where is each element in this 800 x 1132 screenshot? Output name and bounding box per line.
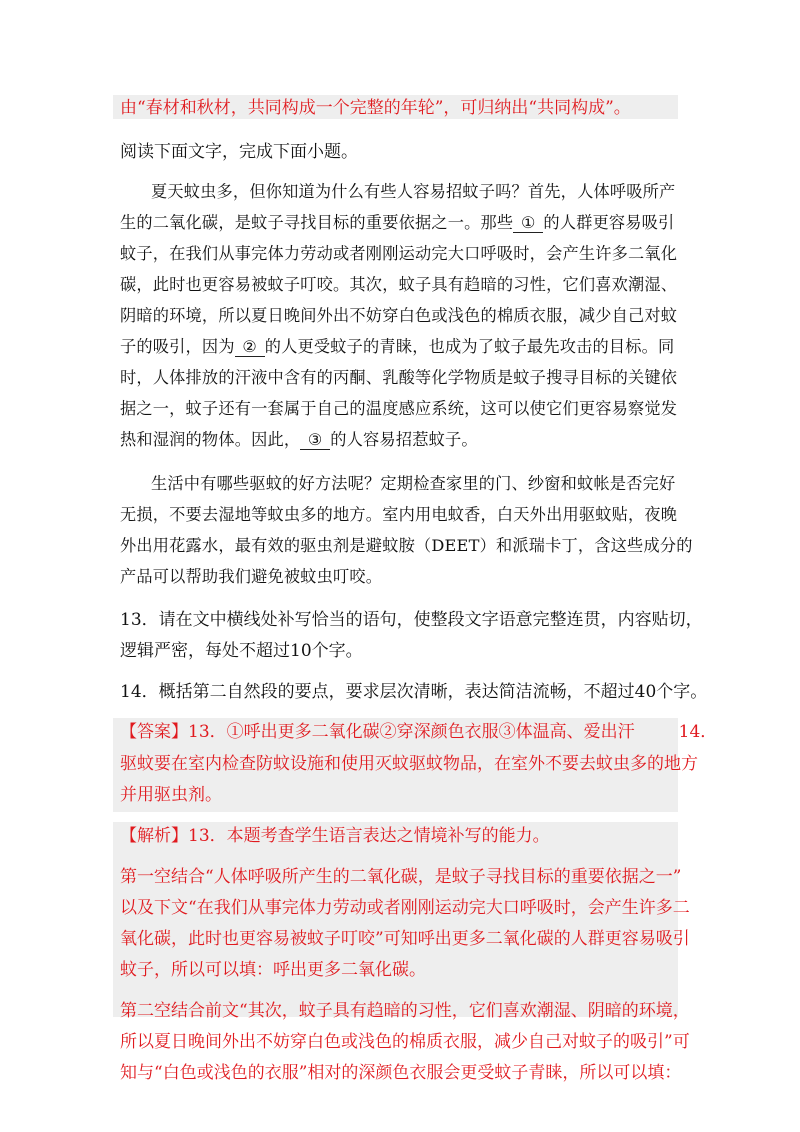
analysis-line: 知与“白色或浅色的衣服”相对的深颜色衣服会更受蚊子青睐，所以可以填： (120, 1063, 682, 1083)
top-answer-line: 由“春材和秋材，共同构成一个完整的年轮”，可归纳出“共同构成”。 (120, 98, 631, 118)
passage-line: 子的吸引，因为 ② 的人更受蚊子的青睐，也成为了蚊子最先攻击的目标。同 (120, 337, 675, 356)
analysis-line: 第一空结合“人体呼吸所产生的二氧化碳，是蚊子寻找目标的重要依据之一” (120, 867, 682, 887)
analysis-head: 【解析】13．本题考查学生语言表达之情境补写的能力。 (120, 826, 550, 846)
passage-line: 碳，此时也更容易被蚊子叮咬。其次，蚊子具有趋暗的习性，它们喜欢潮湿、 (120, 275, 678, 294)
passage-line: 夏天蚊虫多，但你知道为什么有些人容易招蚊子吗？首先，人体呼吸所产 (151, 182, 676, 201)
answer-line: 并用驱虫剂。 (120, 785, 222, 805)
passage-line: 时，人体排放的汗液中含有的丙酮、乳酸等化学物质是蚊子搜寻目标的关键依 (120, 368, 678, 387)
blank-3: ③ (300, 431, 330, 450)
passage-line: 外出用花露水，最有效的驱虫剂是避蚊胺（DEET）和派瑞卡丁，含这些成分的 (120, 536, 693, 555)
passage-line: 阴暗的环境，所以夏日晚间外出不妨穿白色或浅色的棉质衣服，减少自己对蚊 (120, 306, 678, 325)
passage-line: 生活中有哪些驱蚊的好方法呢？定期检查家里的门、纱窗和蚊帐是否完好 (151, 474, 676, 493)
answer-line: 【答案】13．①呼出更多二氧化碳②穿深颜色衣服③体温高、爱出汗 14． (120, 722, 718, 742)
passage-line: 据之一，蚊子还有一套属于自己的温度感应系统，这可以使它们更容易察觉发 (120, 399, 678, 418)
analysis-line: 氧化碳，此时也更容易被蚊子叮咬”可知呼出更多二氧化碳的人群更容易吸引 (120, 929, 690, 949)
question-13-cont: 逻辑严密，每处不超过10个字。 (120, 641, 363, 661)
analysis-line: 所以夏日晚间外出不妨穿白色或浅色的棉质衣服，减少自己对蚊子的吸引”可 (120, 1032, 690, 1052)
analysis-line: 以及下文“在我们从事完体力劳动或者刚刚运动完大口呼吸时，会产生许多二 (120, 898, 690, 918)
analysis-line: 蚊子，所以可以填：呼出更多二氧化碳。 (120, 960, 426, 980)
question-14: 14．概括第二自然段的要点，要求层次清晰，表达简洁流畅，不超过40个字。 (120, 682, 708, 702)
answer-line: 驱蚊要在室内检查防蚊设施和使用灭蚊驱蚊物品，在室外不要去蚊虫多的地方 (120, 754, 698, 774)
blank-2: ② (235, 338, 265, 357)
analysis-highlight (113, 822, 678, 1017)
reading-instruction: 阅读下面文字，完成下面小题。 (120, 142, 358, 162)
passage-line: 产品可以帮助我们避免被蚊虫叮咬。 (120, 567, 383, 586)
blank-1: ① (513, 214, 543, 233)
passage-line: 热和湿润的物体。因此， ③ 的人容易招惹蚊子。 (120, 430, 478, 449)
passage-line: 生的二氧化碳，是蚊子寻找目标的重要依据之一。那些 ① 的人群更容易吸引 (120, 213, 675, 232)
question-13: 13．请在文中横线处补写恰当的语句，使整段文字语意完整连贯，内容贴切， (120, 610, 703, 630)
passage-line: 无损，不要去湿地等蚊虫多的地方。室内用电蚊香，白天外出用驱蚊贴，夜晚 (120, 505, 678, 524)
analysis-line: 第二空结合前文“其次，蚊子具有趋暗的习性，它们喜欢潮湿、阴暗的环境， (120, 1001, 690, 1021)
passage-line: 蚊子，在我们从事完体力劳动或者刚刚运动完大口呼吸时，会产生许多二氧化 (120, 244, 678, 263)
